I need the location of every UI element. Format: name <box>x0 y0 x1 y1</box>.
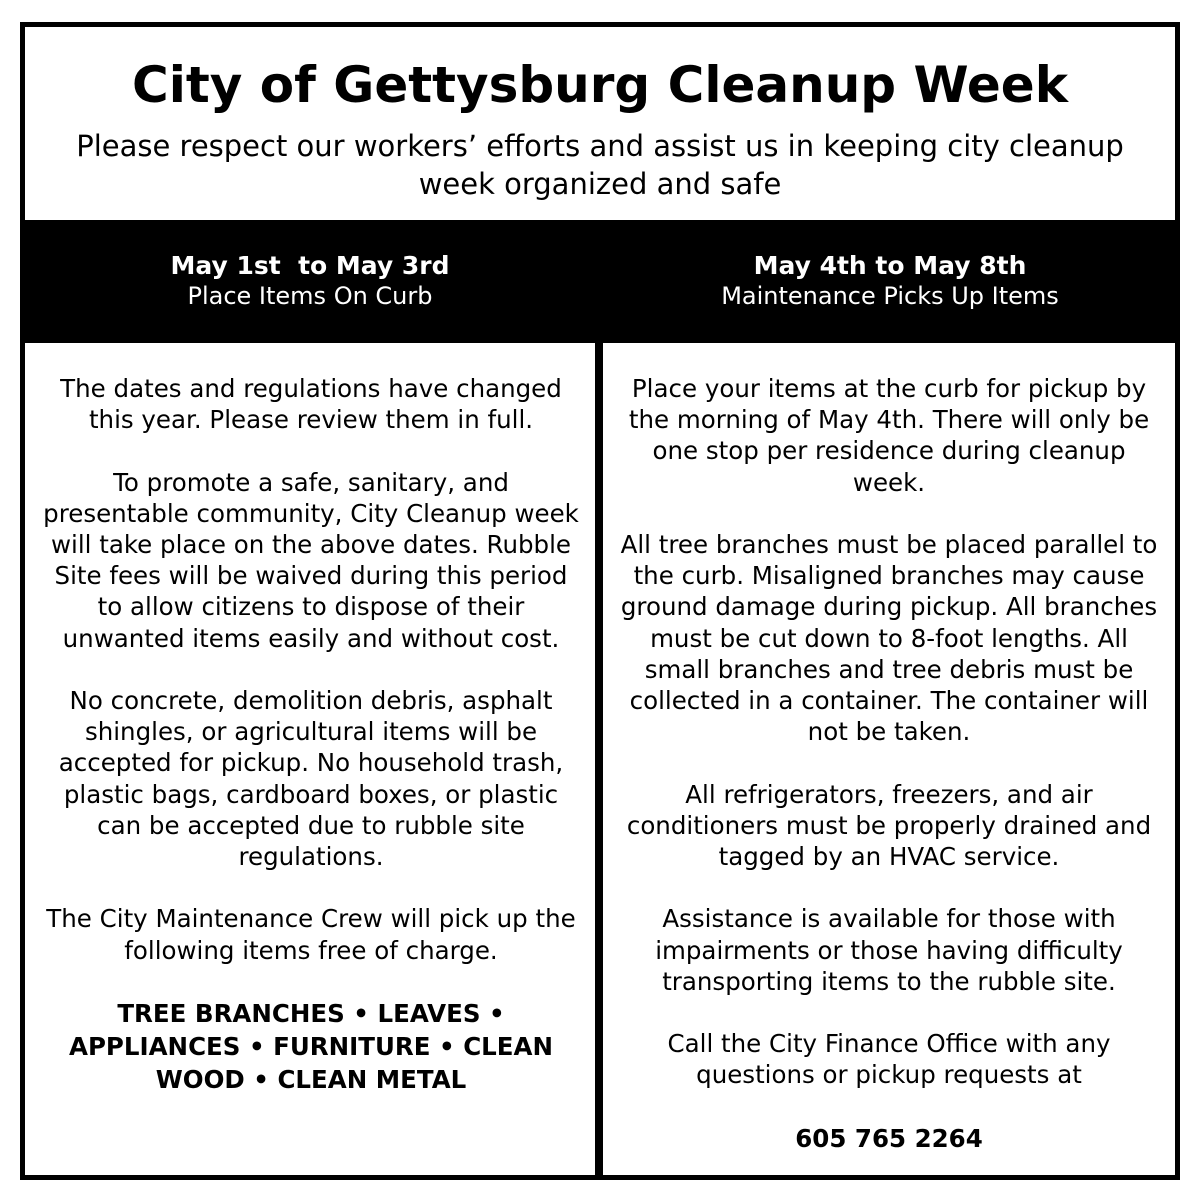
page-title: City of Gettysburg Cleanup Week <box>132 56 1068 114</box>
page-subtitle: Please respect our workers’ efforts and assist us in keeping city cleanup week organized and safe <box>76 129 1124 201</box>
schedule-bar <box>25 220 1175 343</box>
placement-paragraph: Place your items at the curb for pickup by the morning of May 4th. There will only be one stop per residence during cleanup week. <box>628 374 1150 497</box>
schedule-dates: May 4th to May 8th <box>753 251 1027 280</box>
intro-paragraph: The dates and regulations have changed this year. Please review them in full. <box>60 374 562 435</box>
phone-number: 605 765 2264 <box>795 1123 983 1153</box>
assistance-paragraph: Assistance is available for those with impairments or those having difficulty transporting items to the rubble site. <box>655 904 1123 996</box>
pickup-intro-paragraph: The City Maintenance Crew will pick up the following items free of charge. <box>46 904 576 965</box>
appliances-paragraph: All refrigerators, freezers, and air conditioners must be properly drained and tagged by an HVAC service. <box>626 779 1152 872</box>
flyer-frame <box>20 22 1180 1180</box>
column-divider <box>595 343 603 1180</box>
schedule-phase-placement <box>25 250 595 312</box>
right-column <box>619 373 1159 1186</box>
left-column <box>41 373 581 1127</box>
schedule-dates: May 1st to May 3rd <box>170 251 450 280</box>
schedule-phase-pickup <box>605 250 1175 312</box>
schedule-action: Maintenance Picks Up Items <box>721 282 1059 310</box>
purpose-paragraph: To promote a safe, sanitary, and presentable community, City Cleanup week will take place on the above dates. Rubble Site fees will be waived during this period to allow citizens to dispose of their unwanted items easily and without cost. <box>43 467 579 653</box>
schedule-action: Place Items On Curb <box>187 282 433 310</box>
contact-paragraph: Call the City Finance Office with any questions or pickup requests at <box>667 1029 1111 1090</box>
branches-paragraph: All tree branches must be placed parallel to the curb. Misaligned branches may cause ground damage during pickup. All branches must be cut down to 8-foot lengths. All small branches and tree debris must be collected in a container. The container will not be taken. <box>620 530 1158 747</box>
restrictions-paragraph: No concrete, demolition debris, asphalt shingles, or agricultural items will be accepted for pickup. No household trash, plastic bags, cardboard boxes, or plastic can be accepted due to rubble site regulations. <box>58 686 564 872</box>
accepted-items-list: TREE BRANCHES • LEAVES • APPLIANCES • FURNITURE • CLEAN WOOD • CLEAN METAL <box>69 999 553 1094</box>
flyer-header <box>25 27 1175 220</box>
